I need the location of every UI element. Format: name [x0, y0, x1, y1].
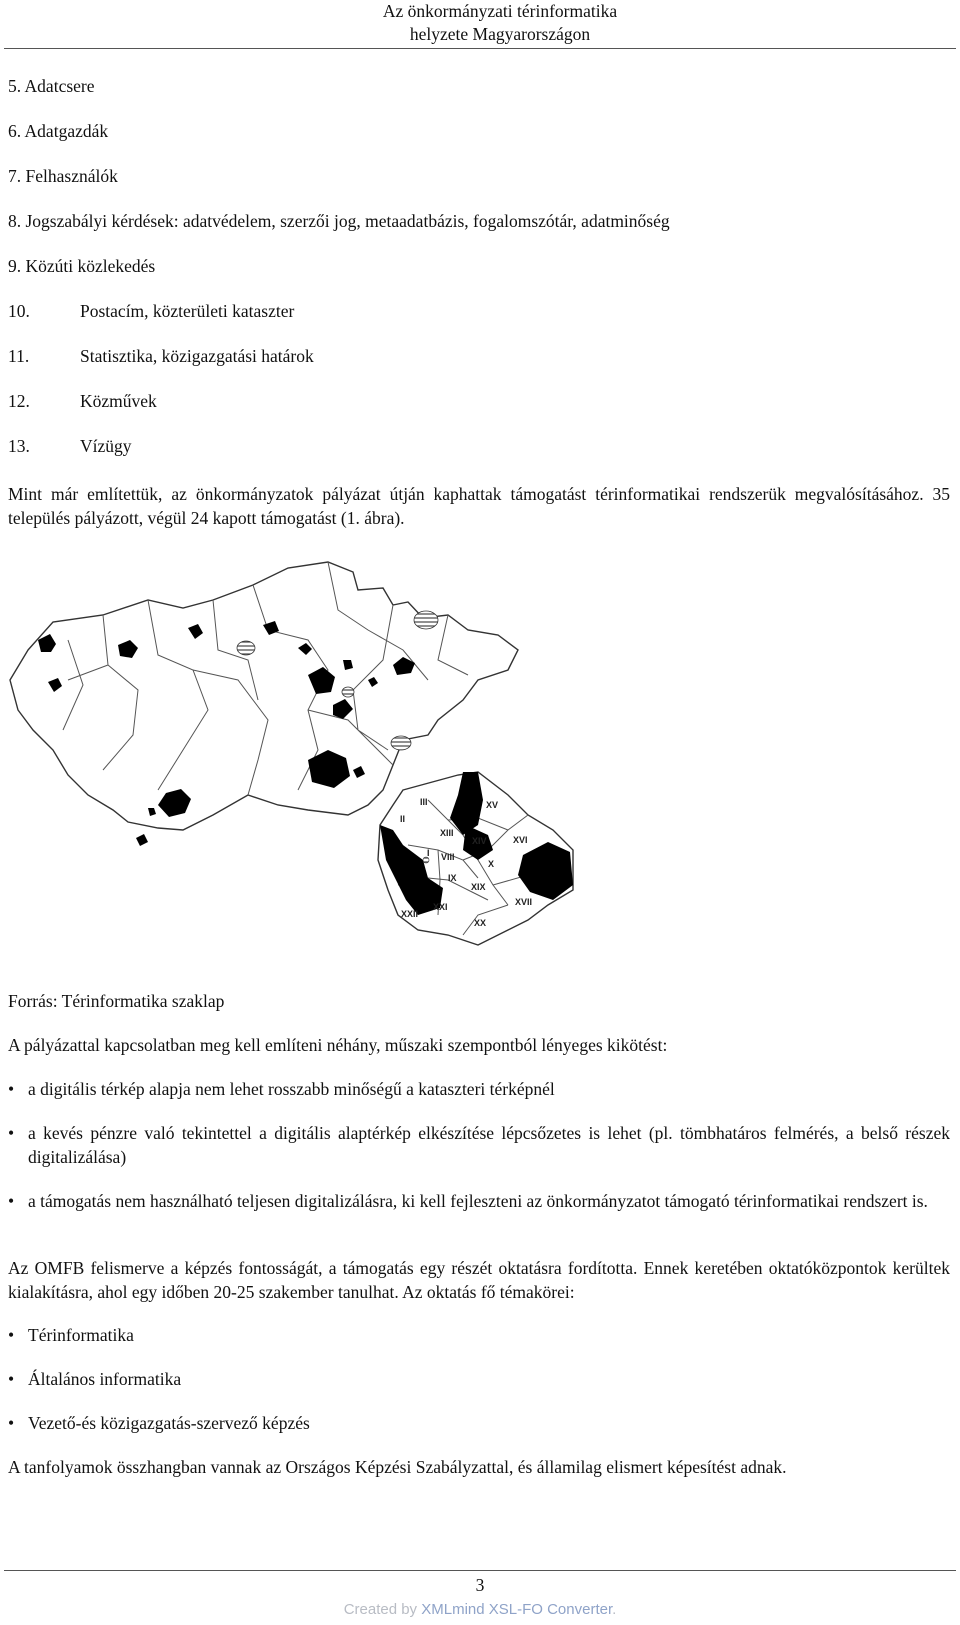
district-label: I — [427, 848, 430, 858]
list-text: Közművek — [80, 391, 157, 411]
bullet-item: • a kevés pénzre való tekintettel a digitális alaptérkép elkészítése lépcsőzetes is lehet (pl. tömbhatáros felmérés, a belső részek digitalizálása) — [8, 1121, 950, 1169]
header-line-2: helyzete Magyarországon — [409, 24, 591, 44]
figure-source-caption: Forrás: Térinformatika szaklap — [8, 991, 225, 1011]
bullet-item: • Általános informatika — [8, 1367, 950, 1391]
list-item — [8, 160, 670, 205]
list-item — [8, 295, 670, 340]
list-text: Közúti közlekedés — [25, 256, 156, 276]
intro-paragraph: Mint már említettük, az önkormányzatok pályázat útján kaphattak támogatást térinformatikai rendszerük megvalósításához. 35 település pályázott, végül 24 kapott támogatást (1. ábra). — [8, 484, 950, 528]
list-number: 13. — [8, 436, 30, 456]
district-label: XVI — [513, 835, 528, 845]
lead-paragraph: A pályázattal kapcsolatban meg kell említeni néhány, műszaki szempontból lényeges kikötést: — [8, 1035, 668, 1055]
list-item — [8, 385, 670, 430]
list-text: Postacím, közterületi kataszter — [80, 301, 295, 321]
list-item — [8, 205, 670, 250]
list-item — [8, 250, 670, 295]
district-label: XIV — [472, 836, 487, 846]
list-item — [8, 340, 670, 385]
hungary-budapest-map-figure — [8, 560, 593, 1000]
page-number: 3 — [475, 1575, 485, 1595]
district-label: XXII — [401, 909, 419, 919]
map-svg — [8, 560, 593, 1000]
list-number: 10. — [8, 301, 30, 321]
list-number: 9. — [8, 256, 22, 276]
district-label: II — [400, 814, 406, 824]
bullet-item: • a digitális térkép alapja nem lehet rosszabb minőségű a kataszteri térképnél — [8, 1077, 950, 1101]
generator-credit — [0, 1601, 960, 1618]
list-item — [8, 70, 670, 115]
list-number: 5. — [8, 76, 22, 96]
list-number: 8. — [8, 211, 22, 231]
list-text: Jogszabályi kérdések: adatvédelem, szerzői jog, metaadatbázis, fogalomszótár, adatminőség — [25, 211, 670, 231]
list-text: Felhasználók — [25, 166, 118, 186]
list-text: Adatgazdák — [24, 121, 109, 141]
closing-paragraph: A tanfolyamok összhangban vannak az Országos Képzési Szabályzattal, és államilag elismert képesítést adnak. — [8, 1457, 787, 1477]
list-number: 11. — [8, 346, 30, 366]
district-label: XIII — [440, 828, 454, 838]
district-label: IX — [448, 873, 457, 883]
district-label: VIII — [441, 852, 455, 862]
bullet-item: • Térinformatika — [8, 1323, 950, 1347]
district-label: XV — [486, 800, 499, 810]
list-number: 6. — [8, 121, 22, 141]
list-text: Statisztika, közigazgatási határok — [80, 346, 314, 366]
credit-prefix: Created by — [343, 1601, 422, 1618]
header-line-1: Az önkormányzati térinformatika — [382, 1, 618, 21]
district-label: XX — [474, 918, 487, 928]
bullet-item: • a támogatás nem használható teljesen digitalizálásra, ki kell fejleszteni az önkormányzatot támogató térinformatikai rendszert is. — [8, 1189, 950, 1213]
credit-brand-link[interactable]: XMLmind XSL-FO Converter — [421, 1601, 613, 1618]
list-item — [8, 115, 670, 160]
list-text: Adatcsere — [24, 76, 95, 96]
omfb-paragraph: Az OMFB felismerve a képzés fontosságát, a támogatás egy részét oktatásra fordította. Ennek keretében oktatóközpontok kerültek kialakításra, ahol egy időben 20-25 szakember tanulhat. Az oktatás fő témakörei: — [8, 1258, 950, 1302]
list-number: 7. — [8, 166, 22, 186]
list-number: 12. — [8, 391, 30, 411]
running-header — [4, 0, 956, 49]
bullet-item: • Vezető-és közigazgatás-szervező képzés — [8, 1411, 950, 1435]
district-label: XXI — [433, 902, 448, 912]
district-label: III — [420, 797, 428, 807]
list-text: Vízügy — [80, 436, 132, 456]
numbered-topic-list — [8, 70, 670, 475]
list-item — [8, 430, 670, 475]
footer-divider — [4, 1570, 956, 1571]
district-label: XVII — [515, 897, 533, 907]
credit-suffix: . — [612, 1601, 617, 1618]
district-label: XIX — [471, 882, 486, 892]
district-label: X — [488, 859, 495, 869]
